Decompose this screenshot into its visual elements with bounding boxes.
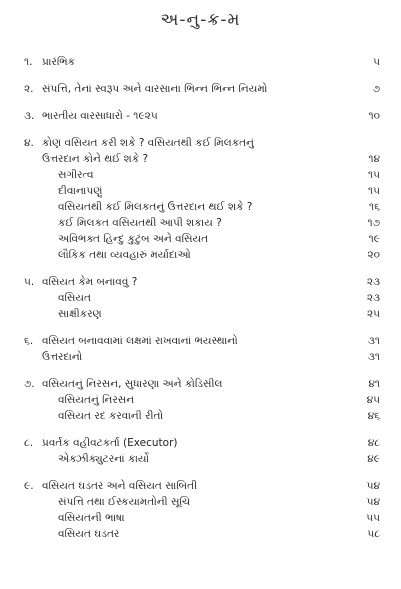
page-number: ૫૪ — [366, 496, 380, 508]
page-number: ૨૩ — [366, 276, 380, 288]
chapter-number: ૪. — [24, 137, 34, 149]
toc-entry-row — [24, 494, 380, 510]
toc-entry-label — [24, 526, 119, 542]
page-number: ૧૫ — [367, 169, 380, 181]
toc-entry-row — [24, 510, 380, 526]
entry-text: વસિયત ઘડતર — [58, 528, 120, 540]
toc-entry-label — [24, 451, 149, 467]
toc-section — [24, 135, 380, 263]
chapter-number: ૧. — [24, 56, 33, 68]
toc-entry-label — [24, 349, 82, 365]
toc-chapter-row — [24, 376, 380, 392]
toc-entry-label — [24, 231, 208, 247]
toc-entry-row — [24, 231, 380, 247]
toc-entry-label — [24, 376, 223, 392]
toc-entry-row — [24, 183, 380, 199]
toc-entry-label — [24, 167, 94, 183]
entry-text: પ્રવર્તક વહીવટકર્તા (Executor) — [42, 437, 178, 449]
page-number: ૪૧ — [368, 378, 380, 390]
toc-entry-row — [24, 151, 380, 167]
toc-section — [24, 376, 380, 424]
entry-text: ઉત્તરદાનો — [42, 351, 83, 363]
toc-entry-label — [24, 478, 197, 494]
entry-text: વસિયત કેમ બનાવવું ? — [42, 276, 138, 288]
toc-chapter-row — [24, 435, 380, 451]
entry-text: વસિયત — [58, 292, 91, 304]
toc-section — [24, 274, 380, 322]
chapter-number: ૬. — [24, 335, 34, 347]
toc-entry-label — [24, 247, 191, 263]
page-number: ૫૮ — [367, 528, 380, 540]
page-number: ૫ — [373, 56, 380, 68]
toc-entry-row — [24, 306, 380, 322]
toc-entry-label — [24, 290, 91, 306]
toc-chapter-row — [24, 108, 380, 124]
toc-entry-row — [24, 349, 380, 365]
entry-text: સંપત્તિ તથા ઈસ્કયામતોની સૂચિ — [58, 496, 191, 508]
toc-entry-label — [24, 108, 158, 124]
toc-entry-row — [24, 247, 380, 263]
chapter-number: ૭. — [24, 378, 35, 390]
entry-text: દીવાનાપણું — [58, 185, 103, 197]
toc-entry-label — [24, 215, 222, 231]
entry-text: વસિયત બનાવવામાં લક્ષમાં રાખવાનાં ભયસ્થાનો — [42, 335, 238, 347]
toc-entry-label — [24, 392, 134, 408]
toc-section — [24, 333, 380, 365]
page-number: ૫૫ — [366, 512, 380, 524]
entry-text: સાક્ષીકરણ — [58, 308, 102, 320]
entry-text: ઉત્તરદાન કોને થઈ શકે ? — [42, 153, 149, 165]
page-number: ૨૫ — [366, 308, 380, 320]
page-number: ૧૭ — [367, 217, 380, 229]
toc-section — [24, 478, 380, 542]
page-number: ૩૧ — [367, 351, 380, 363]
page-number: ૪૬ — [367, 410, 380, 422]
entry-text: સગીરત્વ — [58, 169, 94, 181]
entry-text: વસિયતની ભાષા — [58, 512, 125, 524]
page-number: ૧૪ — [368, 153, 380, 165]
toc-chapter-row — [24, 478, 380, 494]
toc-entry-label — [24, 510, 125, 526]
toc-entry-label — [24, 151, 148, 167]
entry-text: વસિયતનું નિરસન, સુધારણા અને કોડિસીલ — [42, 378, 223, 390]
chapter-number: ૯. — [24, 480, 34, 492]
toc-entry-label — [24, 274, 137, 290]
toc-chapter-row — [24, 54, 380, 70]
toc-entry-row — [24, 392, 380, 408]
toc-chapter-row — [24, 135, 380, 151]
toc-entry-row — [24, 199, 380, 215]
toc-entry-row — [24, 526, 380, 542]
toc-entry-label — [24, 306, 102, 322]
page-number: ૪૫ — [366, 394, 380, 406]
toc-entry-row — [24, 290, 380, 306]
toc-chapter-row — [24, 333, 380, 349]
toc-entry-row — [24, 167, 380, 183]
toc-entry-label — [24, 494, 190, 510]
page-number: ૧૫ — [367, 185, 380, 197]
toc-entry-label — [24, 81, 267, 97]
entry-text: વસિયત ઘડતર અને વસિયત સાબિતી — [42, 480, 198, 492]
toc-chapter-row — [24, 81, 380, 97]
chapter-number: ૮. — [24, 437, 34, 449]
entry-text: વસિયત રદ કરવાની રીતો — [58, 410, 164, 422]
chapter-number: ૫. — [24, 276, 35, 288]
toc-entry-label — [24, 183, 102, 199]
page-number: ૧૦ — [368, 110, 380, 122]
toc-entry-label — [24, 333, 238, 349]
page-number: ૨૦ — [367, 249, 380, 261]
entry-text: વસિયતથી કઈ મિલકતનું ઉત્તરદાન થઈ શકે ? — [58, 201, 253, 213]
toc-section — [24, 54, 380, 70]
page-number: ૩૧ — [367, 335, 380, 347]
entry-text: કઈ મિલકત વસિયતથી આપી શકાય ? — [58, 217, 222, 229]
toc-section — [24, 81, 380, 97]
toc-entry-row — [24, 215, 380, 231]
entry-text: સંપત્તિ, તેનાં સ્વરૂપ અને વારસાના ભિન્ન ભિન્ન નિયમો — [42, 83, 268, 95]
entry-text: પ્રારંભિક — [42, 56, 76, 68]
toc-entry-row — [24, 451, 380, 467]
entry-text: લૌકિક તથા વ્યવહારું મર્યાદાઓ — [58, 249, 191, 261]
toc-chapter-row — [24, 274, 380, 290]
toc-section — [24, 108, 380, 124]
toc-entry-row — [24, 408, 380, 424]
table-of-contents — [24, 54, 380, 553]
chapter-number: ૩. — [24, 110, 35, 122]
entry-text: વસિયતનું નિરસન — [58, 394, 135, 406]
toc-entry-label — [24, 54, 75, 70]
page-number: ૭ — [372, 83, 380, 95]
toc-entry-label — [24, 408, 163, 424]
chapter-number: ૨. — [24, 83, 34, 95]
page-number: ૧૯ — [368, 233, 380, 245]
entry-text: ભારતીય વારસાધારો - ૧૯૨૫ — [42, 110, 158, 122]
page-number: ૧૬ — [368, 201, 380, 213]
entry-text: અવિભક્ત હિન્દુ કુટુંબ અને વસિયત — [58, 233, 209, 245]
entry-text: કોણ વસિયત કરી શકે ? વસિયતથી કઈ મિલકતનું — [42, 137, 254, 149]
page-number: ૪૮ — [367, 437, 380, 449]
toc-entry-label — [24, 199, 252, 215]
entry-text: એક્ઝીક્યુટરનાં કાર્યો — [58, 453, 150, 465]
page-number: ૪૯ — [367, 453, 380, 465]
page-title: અ-નુ-ક્ર-મ — [160, 10, 241, 30]
toc-section — [24, 435, 380, 467]
toc-entry-label — [24, 135, 254, 151]
page-number: ૨૩ — [366, 292, 380, 304]
toc-entry-label — [24, 435, 177, 451]
page-number: ૫૪ — [366, 480, 380, 492]
